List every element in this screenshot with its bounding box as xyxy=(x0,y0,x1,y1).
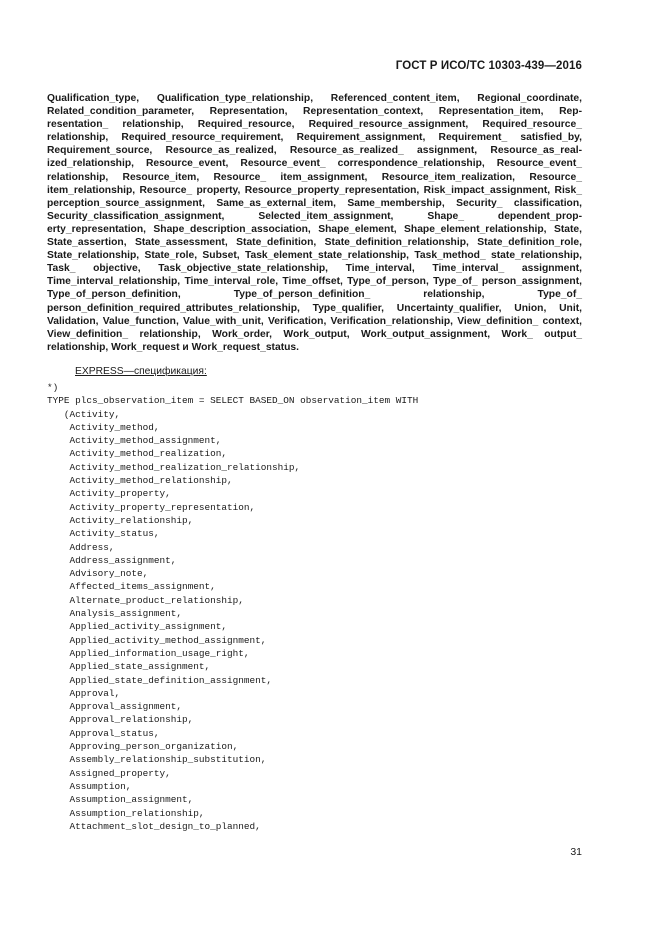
body-paragraph: Qualification_type, Qualification_type_relationship, Referenced_content_item, Regional_coordinate, Related_condition_parameter, Representation, Representation_context, Representation_item, Representation_ relationship, Required_resource, Required_resource_assignment, Required_resource_ relationship, Required_resource_requirement, Requirement_assignment, Requirement_ satisfied_by, Requirement_source, Resource_as_realized, Resource_as_realized_ assignment, Resource_as_realized_relationship, Resource_event, Resource_event_ correspondence_relationship, Resource_event_ relationship, Resource_item, Resource_ item_assignment, Resource_item_realization, Resource_ item_relationship, Resource_ property, Resource_property_representation, Risk_impact_assignment, Risk_ perception_source_assignment, Same_as_external_item, Same_membership, Security_ classification, Security_classification_assignment, Selected_item_assignment, Shape_ dependent_property_representation, Shape_description_association, Shape_element, Shape_element_relationship, State, State_assertion, State_assessment, State_definition, State_definition_relationship, State_definition_role, State_relationship, State_role, Subset, Task_element_state_relationship, Task_method_ state_relationship, Task_ objective, Task_objective_state_relationship, Time_interval, Time_interval_ assignment, Time_interval_relationship, Time_interval_role, Time_offset, Type_of_person, Type_of_ person_assignment, Type_of_person_definition, Type_of_person_definition_ relationship, Type_of_ person_definition_required_attributes_relationship, Type_qualifier, Uncertainty_qualifier, Union, Unit, Validation, Value_function, Value_with_unit, Verification, Verification_relationship, View_definition_ context, View_definition_ relationship, Work_order, Work_output, Work_output_assignment, Work_ output_ relationship, Work_request и Work_request_status. xyxy=(47,93,582,353)
code-line: Address, xyxy=(47,541,115,553)
code-line: Approval_status, xyxy=(47,727,160,739)
code-line: Applied_activity_method_assignment, xyxy=(47,634,267,646)
code-line: Activity_method_realization, xyxy=(47,448,228,460)
code-line: Approval, xyxy=(47,687,121,699)
code-line: Activity_method_realization_relationship, xyxy=(47,461,301,473)
code-line: Advisory_note, xyxy=(47,568,149,580)
code-line: Assembly_relationship_substitution, xyxy=(47,754,267,766)
code-line: *) xyxy=(47,382,59,393)
code-line: Applied_state_definition_assignment, xyxy=(47,674,273,686)
code-line: Activity_relationship, xyxy=(47,514,194,526)
code-line: Activity_property, xyxy=(47,488,171,500)
code-line: Analysis_assignment, xyxy=(47,608,183,620)
code-line: Address_assignment, xyxy=(47,554,177,566)
code-line: Approval_assignment, xyxy=(47,701,183,713)
code-line: Applied_information_usage_right, xyxy=(47,647,250,659)
code-line: Assumption_assignment, xyxy=(47,794,194,806)
code-line: Activity_method, xyxy=(47,421,160,433)
code-line: Approval_relationship, xyxy=(47,714,194,726)
code-line: Alternate_product_relationship, xyxy=(47,594,244,606)
code-line: Attachment_slot_design_to_planned, xyxy=(47,820,261,832)
express-code-block xyxy=(47,381,607,833)
code-line: Assigned_property, xyxy=(47,767,171,779)
code-line: (Activity, xyxy=(47,408,121,420)
code-line: Applied_activity_assignment, xyxy=(47,621,228,633)
document-header: ГОСТ Р ИСО/ТС 10303-439—2016 xyxy=(395,60,582,72)
code-line: Activity_method_assignment, xyxy=(47,435,222,447)
express-spec-heading: EXPRESS—спецификация: xyxy=(75,366,207,377)
code-line: Approving_person_organization, xyxy=(47,741,239,753)
code-line: Activity_property_representation, xyxy=(47,501,256,513)
code-line: Assumption_relationship, xyxy=(47,807,205,819)
code-line: Affected_items_assignment, xyxy=(47,581,216,593)
page-number: 31 xyxy=(570,846,582,858)
code-line: Applied_state_assignment, xyxy=(47,661,211,673)
code-line: Activity_method_relationship, xyxy=(47,475,233,487)
code-line: Activity_status, xyxy=(47,528,160,540)
code-line: TYPE plcs_observation_item = SELECT BASED_ON observation_item WITH xyxy=(47,395,419,407)
code-line: Assumption, xyxy=(47,780,132,792)
